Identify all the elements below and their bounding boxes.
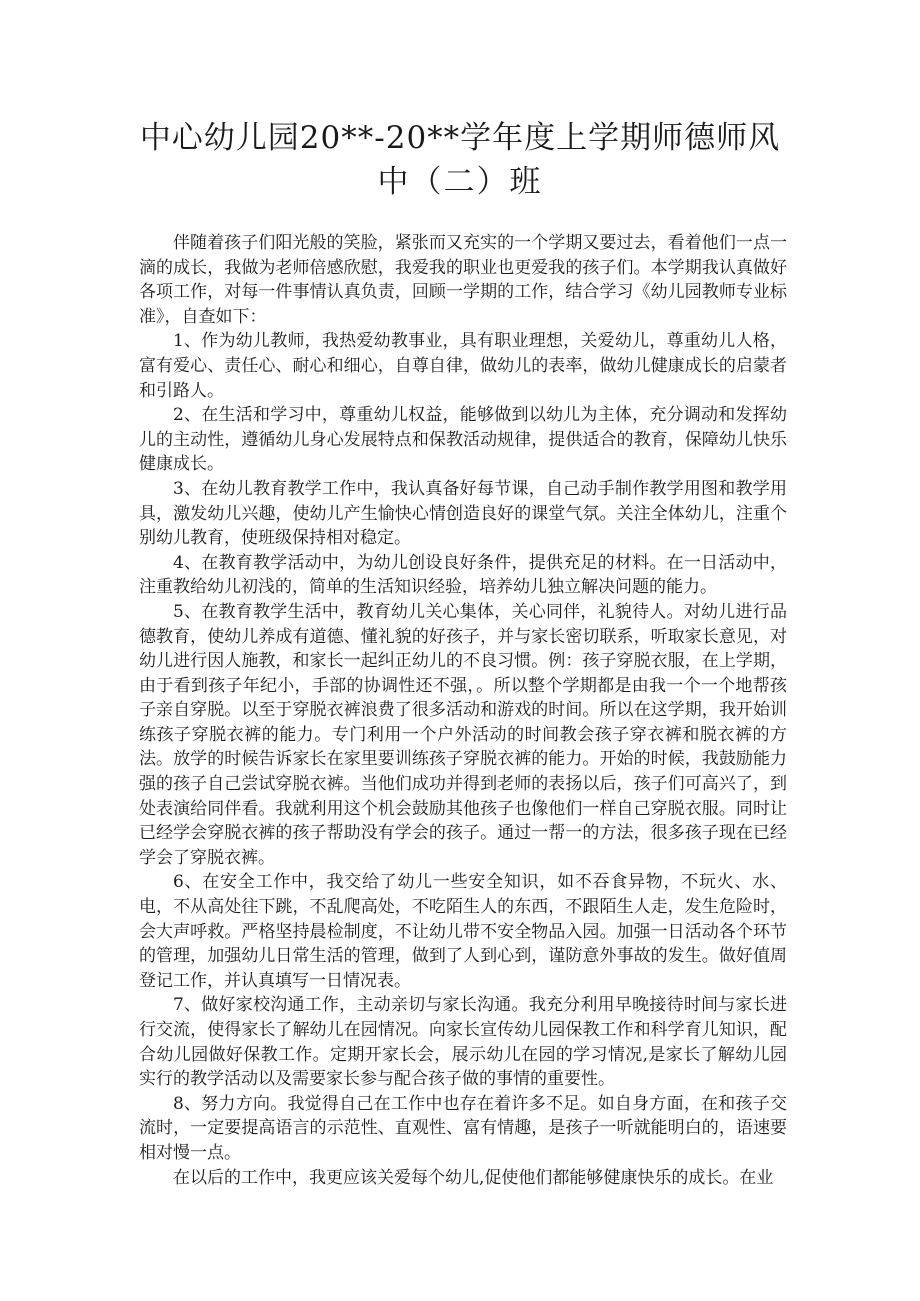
paragraph-item-2: 2、在生活和学习中，尊重幼儿权益，能够做到以幼儿为主体，充分调动和发挥幼儿的主动性，遵循幼儿身心发展特点和保教活动规律，提供适合的教育，保障幼儿快乐健康成长。: [139, 405, 787, 475]
paragraph-item-3: 3、在幼儿教育教学工作中，我认真备好每节课，自己动手制作教学用图和教学用具，激发幼儿兴趣，使幼儿产生愉快心情创造良好的课堂气氛。关注全体幼儿，注重个别幼儿教育，使班级保持相对稳定。: [139, 478, 787, 549]
paragraph-item-4: 4、在教育教学活动中，为幼儿创设良好条件，提供充足的材料。在一日活动中，注重教给幼儿初浅的，简单的生活知识经验，培养幼儿独立解决问题的能力。: [139, 552, 787, 598]
paragraph-item-8: 8、努力方向。我觉得自己在工作中也存在着许多不足。如自身方面，在和孩子交流时，一定要提高语言的示范性、直观性、富有情趣，是孩子一听就能明白的，语速要相对慢一点。: [139, 1093, 787, 1163]
paragraph-item-6: 6、在安全工作中，我交给了幼儿一些安全知识，如不吞食异物，不玩火、水、电，不从高处往下跳，不乱爬高处，不吃陌生人的东西，不跟陌生人走，发生危险时，会大声呼救。严格坚持晨检制度，不让幼儿带不安全物品入园。加强一日活动各个环节的管理，加强幼儿日常生活的管理，做到了人到心到，谨防意外事故的发生。做好值周登记工作，并认真填写一日情况表。: [139, 872, 787, 991]
document-title: 中心幼儿园20**-20**学年度上学期师德师风: [139, 120, 781, 156]
paragraph-item-1: 1、作为幼儿教师，我热爱幼教事业，具有职业理想，关爱幼儿，尊重幼儿人格，富有爱心、责任心、耐心和细心，自尊自律，做幼儿的表率，做幼儿健康成长的启蒙者和引路人。: [139, 331, 787, 401]
paragraph-item-7: 7、做好家校沟通工作，主动亲切与家长沟通。我充分利用早晚接待时间与家长进行交流，使得家长了解幼儿在园情况。向家长宣传幼儿园保教工作和科学育儿知识，配合幼儿园做好保教工作。定期开家长会，展示幼儿在园的学习情况,是家长了解幼儿园实行的教学活动以及需要家长参与配合孩子做的事情的重要性。: [139, 995, 787, 1090]
paragraph-item-5: 5、在教育教学生活中，教育幼儿关心集体，关心同伴，礼貌待人。对幼儿进行品德教育，使幼儿养成有道德、懂礼貌的好孩子，并与家长密切联系，听取家长意见，对幼儿进行因人施教，和家长一起纠正幼儿的不良习惯。例：孩子穿脱衣服，在上学期，由于看到孩子年纪小，手部的协调性还不强，。所以整个学期都是由我一个一个地帮孩子亲自穿脱。以至于穿脱衣裤浪费了很多活动和游戏的时间。所以在这学期，我开始训练孩子穿脱衣裤的能力。专门利用一个户外活动的时间教会孩子穿衣裤和脱衣裤的方法。放学的时候告诉家长在家里要训练孩子穿脱衣裤的能力。开始的时候，我鼓励能力强的孩子自己尝试穿脱衣裤。当他们成功并得到老师的表扬以后，孩子们可高兴了，到处表演给同伴看。我就利用这个机会鼓励其他孩子也像他们一样自己穿脱衣服。同时让已经学会穿脱衣裤的孩子帮助没有学会的孩子。通过一帮一的方法，很多孩子现在已经学会了穿脱衣裤。: [139, 601, 787, 868]
document-subtitle-class: 中（二）班: [377, 164, 543, 200]
document-body: [139, 231, 787, 1190]
paragraph-closing: 在以后的工作中，我更应该关爱每个幼儿,促使他们都能够健康快乐的成长。在业: [173, 1167, 774, 1188]
paragraph-intro: 伴随着孩子们阳光般的笑脸，紧张而又充实的一个学期又要过去，看着他们一点一滴的成长，我做为老师倍感欣慰，我爱我的职业也更爱我的孩子们。本学期我认真做好各项工作，对每一件事情认真负责，回顾一学期的工作，结合学习《幼儿园教师专业标准》，自查如下：: [139, 233, 787, 327]
